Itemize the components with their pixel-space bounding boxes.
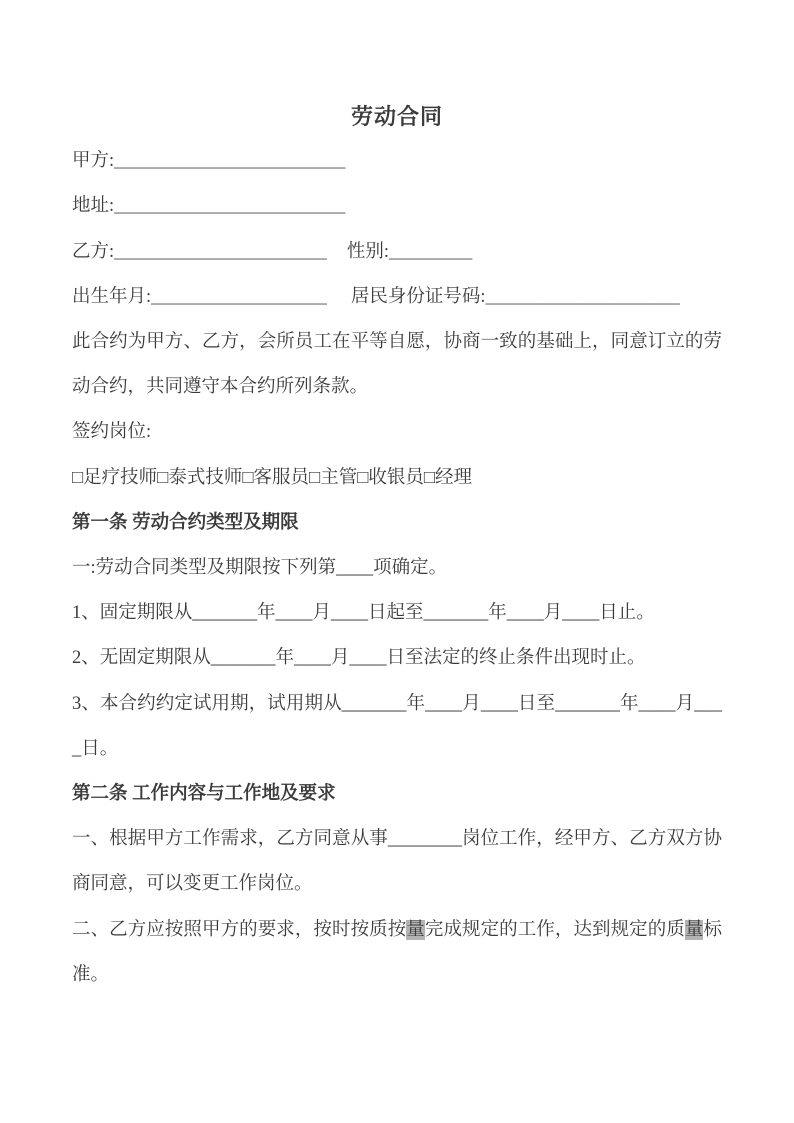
- birth-date-blank: ___________________: [151, 286, 327, 307]
- intro-paragraph: 此合约为甲方、乙方，会所员工在平等自愿，协商一致的基础上，同意订立的劳动合约，共同遵守本合约所列条款。: [72, 332, 722, 398]
- id-number-blank: _____________________: [485, 286, 680, 307]
- party-a-label: 甲方:: [72, 151, 115, 172]
- birth-date-label: 出生年月:: [72, 286, 152, 307]
- party-b-blank: _______________________: [114, 241, 327, 262]
- id-number-label: 居民身份证号码:: [350, 286, 486, 307]
- clause2-item2: [72, 908, 722, 998]
- position-checkbox-options: □足疗技师□泰式技师□客服员□主管□收银员□经理: [72, 467, 473, 488]
- clause2-item2-highlight1: 量: [406, 919, 425, 940]
- document-title: 劳动合同: [350, 104, 443, 129]
- clause2-item2-text-mid: 完成规定的工作，达到规定的质: [424, 919, 685, 940]
- clause1-item2: 2、无固定期限从_______年____月____日至法定的终止条件出现时止。: [72, 648, 646, 669]
- field-row-birth-id: [72, 275, 722, 320]
- field-row-address: [72, 184, 722, 229]
- clause1-heading: 第一条 劳动合约类型及期限: [72, 512, 299, 533]
- clause1-item1: 1、固定期限从_______年____月____日起至_______年____月____日止。: [72, 603, 655, 624]
- clause2-item2-highlight2: 量: [684, 919, 704, 940]
- clause1-item3: 3、本合约约定试用期，试用期从_______年____月____日至_______年____月____日。: [72, 693, 722, 759]
- position-label: 签约岗位:: [72, 422, 152, 443]
- clause2-item2-text-end: 标准。: [72, 919, 722, 985]
- clause2-heading: 第二条 工作内容与工作地及要求: [72, 784, 336, 805]
- party-b-label: 乙方:: [72, 241, 115, 262]
- clause2-item2-text: 二、乙方应按照甲方的要求，按时按质按: [72, 919, 407, 940]
- address-label: 地址:: [72, 196, 115, 217]
- field-row-party-a: [72, 139, 722, 184]
- gender-blank: _________: [389, 241, 473, 262]
- gender-label: 性别:: [346, 241, 390, 262]
- address-blank: _________________________: [114, 196, 346, 217]
- clause2-item1: 一、根据甲方工作需求，乙方同意从事________岗位工作，经甲方、乙方双方协商同意，可以变更工作岗位。: [72, 829, 722, 895]
- party-a-blank: _________________________: [114, 151, 346, 172]
- clause1-intro: 一:劳动合同类型及期限按下列第____项确定。: [72, 558, 448, 579]
- field-row-party-b-gender: [72, 230, 722, 275]
